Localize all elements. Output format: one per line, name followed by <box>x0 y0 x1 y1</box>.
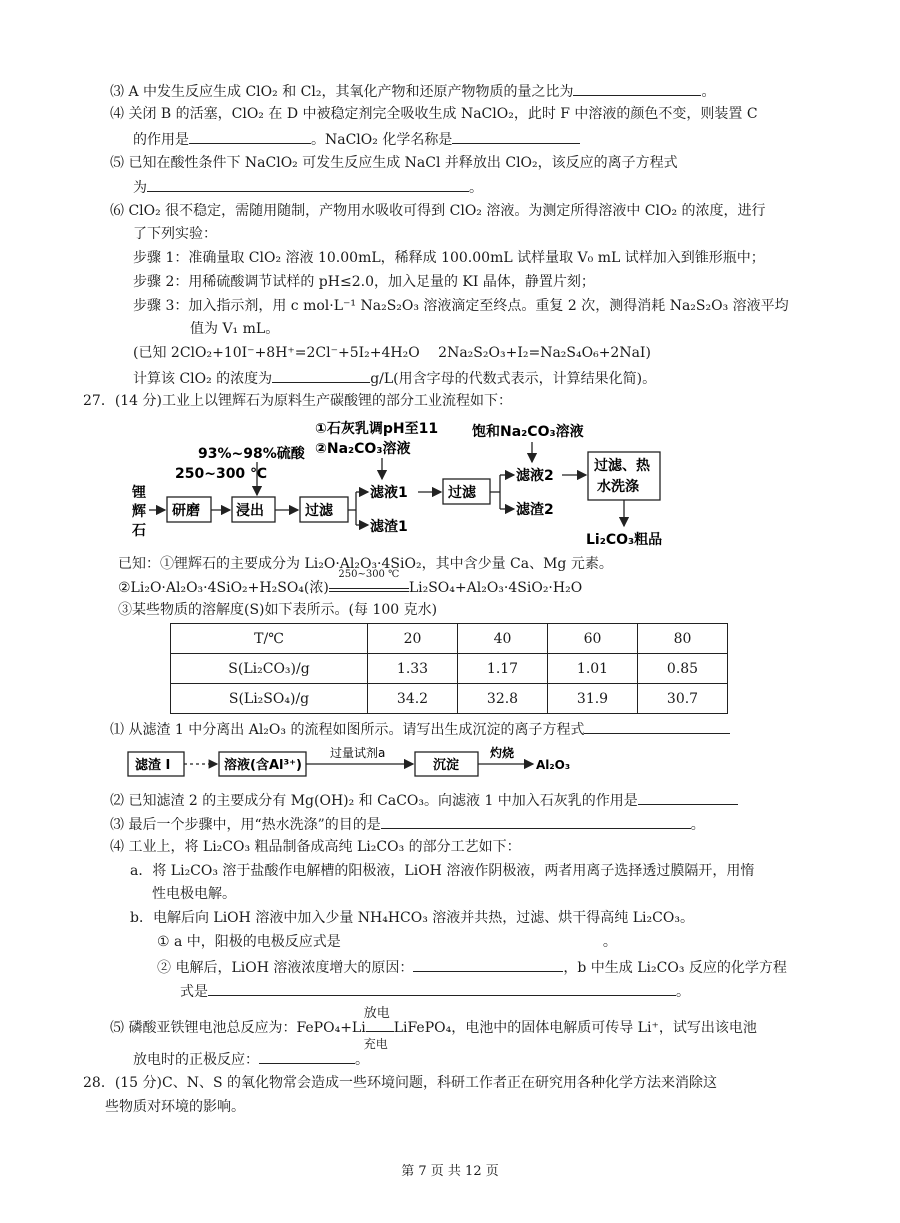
q26-step1: 步骤 1：准确量取 ClO₂ 溶液 10.00mL，稀释成 100.00mL 试样量取 V₀ mL 试样加入到锥形瓶中； <box>133 250 765 266</box>
table-cell: 31.9 <box>548 684 638 714</box>
q26-part6-line1: ⑹ ClO₂ 很不稳定，需随用随制，产物用水吸收可得到 ClO₂ 溶液。为测定所得溶液中 ClO₂ 的浓度，进行 <box>110 203 766 219</box>
q26-part5-line1: ⑸ 已知在酸性条件下 NaClO₂ 可发生反应生成 NaCl 并释放出 ClO₂，该反应的离子方程式 <box>110 155 678 171</box>
q26-part4-line2: 的作用是 。NaClO₂ 化学名称是 <box>133 128 580 150</box>
q28-line2: 些物质对环境的影响。 <box>105 1099 245 1115</box>
table-cell: 80 <box>638 624 728 654</box>
wash-label-line2: 水洗涤 <box>597 479 639 495</box>
grind-label: 研磨 <box>172 503 200 519</box>
table-cell: S(Li₂SO₄)/g <box>171 684 368 714</box>
table-cell: S(Li₂CO₃)/g <box>171 654 368 684</box>
q27-part4-a-cont: 性电极电解。 <box>152 886 236 902</box>
q27-part4: ⑷ 工业上，将 Li₂CO₃ 粗品制备成高纯 Li₂CO₃ 的部分工艺如下： <box>110 839 521 855</box>
q27-known1: 已知：①锂辉石的主要成分为 Li₂O·Al₂O₃·4SiO₂，其中含少量 Ca、Mg 元素。 <box>118 556 613 572</box>
q26-known-equations: (已知 2ClO₂+10I⁻+8H⁺=2Cl⁻+5I₂+4H₂O 2Na₂S₂O₃+I₂=Na₂S₄O₆+2NaI) <box>133 345 651 361</box>
filter1-label: 过滤 <box>305 503 333 519</box>
raw-material-char2: 辉 <box>132 504 146 520</box>
q27-known3: ③某些物质的溶解度(S)如下表所示。(每 100 克水) <box>118 602 438 618</box>
answer-blank[interactable] <box>638 789 738 805</box>
answer-blank[interactable] <box>413 956 563 972</box>
q28-line1: 28．(15 分)C、N、S 的氧化物常会造成一些环境问题，科研工作者正在研究用各种化学方法来消除这 <box>83 1075 718 1091</box>
table-cell: 40 <box>458 624 548 654</box>
page-footer: 第 7 页 共 12 页 <box>401 1164 499 1179</box>
q27-part4-sub2: ② 电解后，LiOH 溶液浓度增大的原因： ，b 中生成 Li₂CO₃ 反应的化学方程 <box>157 956 787 978</box>
q27-part4-sub2-cont: 式是 。 <box>180 980 690 1002</box>
answer-blank[interactable] <box>208 980 676 996</box>
leach-label: 浸出 <box>236 503 264 519</box>
table-cell: 60 <box>548 624 638 654</box>
q27-part1: ⑴ 从滤渣 1 中分离出 Al₂O₃ 的流程如图所示。请写出生成沉淀的离子方程式 <box>110 718 730 740</box>
precipitate-label: 沉淀 <box>433 758 460 773</box>
q26-part3: ⑶ A 中发生反应生成 ClO₂ 和 Cl₂，其氧化产物和还原产物物质的量之比为 。 <box>110 80 715 102</box>
filtrate2-label: 滤液2 <box>516 468 554 484</box>
alumina-label: Al₂O₃ <box>536 758 571 772</box>
wash-label-line1: 过滤、热 <box>594 458 650 474</box>
additive2-label: ②Na₂CO₃溶液 <box>315 441 411 457</box>
q26-part5-line2: 为 。 <box>133 176 483 198</box>
table-cell: 0.85 <box>638 654 728 684</box>
q27-part4-a: a．将 Li₂CO₃ 溶于盐酸作电解槽的阳极液，LiOH 溶液作阴极液，两者用离子选择透过膜隔开，用惰 <box>130 863 755 879</box>
product-label: Li₂CO₃粗品 <box>586 532 663 548</box>
table-cell: 30.7 <box>638 684 728 714</box>
q26-part6-line2: 了下列实验： <box>133 226 217 242</box>
saturated-na2co3-label: 饱和Na₂CO₃溶液 <box>472 424 584 440</box>
raw-material-char3: 石 <box>132 523 146 539</box>
answer-blank[interactable] <box>381 813 691 829</box>
reagent-a-label: 过量试剂a <box>330 746 386 760</box>
table-cell: 20 <box>368 624 458 654</box>
answer-blank[interactable] <box>259 1048 355 1064</box>
filtrate1-label: 滤液1 <box>370 485 408 501</box>
q27-part2: ⑵ 已知滤渣 2 的主要成分有 Mg(OH)₂ 和 CaCO₃。向滤液 1 中加入石灰乳的作用是 <box>110 789 738 811</box>
reversible-arrow: 放电 充电 <box>366 1021 394 1032</box>
residue1-label: 滤渣1 <box>370 519 408 535</box>
table-cell: T/℃ <box>171 624 368 654</box>
q27-header: 27．(14 分)工业上以锂辉石为原料生产碳酸锂的部分工业流程如下： <box>83 393 513 409</box>
q27-part5: ⑸ 磷酸亚铁锂电池总反应为：FePO₄+Li 放电 充电 LiFePO₄，电池中的固体电解质可传导 Li⁺，试写出该电池 <box>110 1006 757 1051</box>
calcine-label: 灼烧 <box>490 746 515 760</box>
residue-i-label: 滤渣 I <box>135 758 171 773</box>
reaction-condition: 250~300 ℃ <box>329 579 409 592</box>
q27-part4-sub1: ① a 中，阳极的电极反应式是 。 <box>157 934 617 950</box>
table-cell: 1.33 <box>368 654 458 684</box>
q26-calc: 计算该 ClO₂ 的浓度为 g/L(用含字母的代数式表示，计算结果化简)。 <box>133 367 656 389</box>
q26-part4-line1: ⑷ 关闭 B 的活塞，ClO₂ 在 D 中被稳定剂完全吸收生成 NaClO₂，此时 F 中溶液的颜色不变，则装置 C <box>110 106 758 122</box>
table-cell: 1.01 <box>548 654 638 684</box>
additive1-label: ①石灰乳调pH至11 <box>315 421 439 437</box>
filter2-label: 过滤 <box>448 485 476 501</box>
temp-label: 250~300 ℃ <box>175 466 268 482</box>
table-cell: 34.2 <box>368 684 458 714</box>
q27-known2: ②Li₂O·Al₂O₃·4SiO₂+H₂SO₄(浓) 250~300 ℃ Li₂SO₄+Al₂O₃·4SiO₂·H₂O <box>118 569 583 596</box>
table-cell: 1.17 <box>458 654 548 684</box>
raw-material-char1: 锂 <box>132 485 146 501</box>
q27-part4-b: b．电解后向 LiOH 溶液中加入少量 NH₄HCO₃ 溶液并共热，过滤、烘干得高纯 Li₂CO₃。 <box>130 910 694 926</box>
table-cell: 32.8 <box>458 684 548 714</box>
q27-part3: ⑶ 最后一个步骤中，用“热水洗涤”的目的是 。 <box>110 813 705 835</box>
q26-step3-cont: 值为 V₁ mL。 <box>190 321 280 337</box>
q26-step2: 步骤 2：用稀硫酸调节试样的 pH≤2.0，加入足量的 KI 晶体，静置片刻； <box>133 274 595 290</box>
residue2-label: 滤渣2 <box>516 502 554 518</box>
q27-part5-cont: 放电时的正极反应： 。 <box>133 1048 369 1070</box>
solution-label: 溶液(含Al³⁺) <box>224 758 302 773</box>
q26-step3: 步骤 3：加入指示剂，用 c mol·L⁻¹ Na₂S₂O₃ 溶液滴定至终点。重复 2 次，测得消耗 Na₂S₂O₃ 溶液平均 <box>133 298 789 314</box>
acid-label: 93%~98%硫酸 <box>198 446 305 462</box>
